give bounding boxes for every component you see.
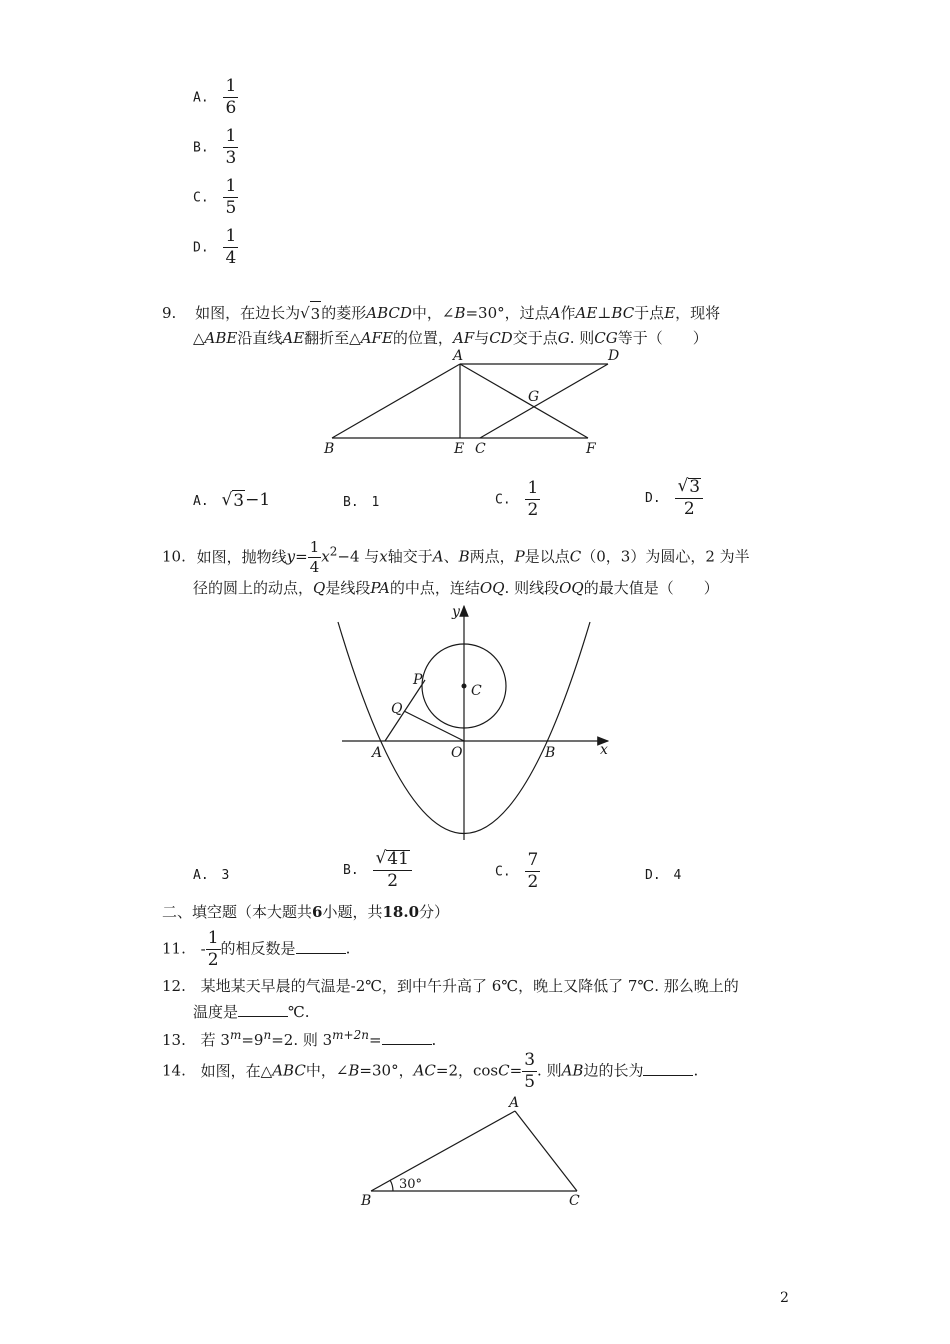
numerator: √ 3 (675, 478, 703, 499)
label-b: B (361, 1193, 372, 1209)
answer-blank[interactable] (238, 1015, 288, 1017)
denominator: 4 (309, 558, 320, 576)
q10-option-c (495, 852, 540, 891)
segment-ba (371, 1111, 515, 1191)
section-text: 二、填空题（本大题共 (162, 903, 313, 921)
exponent: 2 (329, 544, 338, 559)
option-letter: C. (495, 492, 511, 508)
exponent: m+2n (332, 1028, 369, 1042)
segment-ac (515, 1111, 577, 1191)
q9-text: 翻折至△ (304, 329, 361, 347)
q9-text: . 则 (569, 329, 595, 347)
q12-text: ℃. (288, 1003, 310, 1021)
question-12 (162, 974, 802, 1000)
q9-var: G (557, 329, 570, 347)
question-9 (162, 301, 802, 328)
q14-text: =2，cos (435, 1061, 499, 1080)
question-number: 11. (162, 939, 186, 958)
q9-var: A (549, 304, 561, 322)
numerator: 1 (225, 76, 237, 96)
numerator: 1 (225, 226, 237, 246)
section-2-header (162, 900, 449, 926)
denominator: 2 (683, 499, 695, 519)
radicand: 3 (310, 301, 322, 328)
label-q: Q (391, 701, 403, 717)
section-score: 18.0 (382, 903, 420, 921)
q10-var: OQ (559, 579, 584, 597)
q10-text: 如图，抛物线 (196, 547, 287, 566)
q9-text: 与 (474, 329, 490, 347)
q9-text: 如图，在边长为 (195, 304, 301, 322)
q9-var: E (664, 304, 676, 322)
q10-option-d (645, 865, 681, 883)
q9-text: 中，∠ (411, 304, 455, 322)
option-value: 4 (673, 868, 682, 883)
q10-parabola-figure (330, 600, 620, 845)
option-letter: B. (193, 140, 209, 156)
fraction (206, 930, 221, 969)
fraction (525, 852, 540, 891)
label-c: C (475, 441, 486, 457)
q9-text: =30°，过点 (465, 304, 550, 322)
exponent: m (229, 1028, 242, 1042)
q8-option-b (193, 128, 238, 167)
q9-text: △ (193, 329, 205, 347)
q10-text: = (295, 547, 308, 566)
question-number: 9. (162, 304, 177, 322)
question-12-line2 (193, 1000, 310, 1026)
q11-text: 的相反数是 (220, 939, 296, 958)
fraction (223, 128, 238, 167)
q10-text: . 则线段 (504, 579, 560, 597)
denominator: 5 (524, 1072, 536, 1092)
q10-var: PA (370, 579, 390, 597)
q10-var: Q (313, 579, 326, 597)
q14-text: 如图，在△ (200, 1061, 273, 1080)
minus-sign: - (200, 939, 206, 958)
label-p: P (413, 672, 423, 688)
question-number: 12. (162, 977, 186, 995)
q9-option-a (193, 490, 270, 511)
center-point-c (462, 684, 467, 689)
q14-var: B (348, 1061, 360, 1080)
question-14 (162, 1052, 802, 1091)
question-number: 13. (162, 1031, 186, 1049)
label-g: G (528, 389, 540, 405)
q10-text: 轴交于 (387, 547, 433, 566)
q9-var: ABE (204, 329, 238, 347)
q14-text: 中，∠ (305, 1061, 349, 1080)
fraction (675, 478, 703, 518)
option-letter: A. (193, 868, 209, 883)
label-y: y (452, 604, 460, 620)
q8-option-d (193, 228, 238, 267)
page-number: 2 (780, 1290, 789, 1306)
q10-var: x (379, 547, 388, 566)
q9-var: AF (452, 329, 475, 347)
answer-blank[interactable] (643, 1074, 693, 1076)
segment-ba (332, 364, 460, 438)
denominator: 2 (387, 871, 399, 891)
q9-var: AFE (360, 329, 393, 347)
q8-option-c (193, 178, 238, 217)
fraction (223, 178, 238, 217)
fraction (223, 78, 238, 117)
numerator: 3 (524, 1050, 536, 1070)
q9-var: ABCD (366, 304, 412, 322)
option-letter: B. (343, 495, 359, 510)
radicand: 41 (387, 849, 409, 869)
q14-var: AB (561, 1061, 584, 1080)
fraction (373, 850, 411, 890)
q9-text: 于点 (634, 304, 665, 322)
q11-text: . (345, 939, 351, 958)
q9-var: B (454, 304, 466, 322)
q10-text: 的中点，连结 (389, 579, 480, 597)
label-c: C (471, 683, 482, 699)
label-a: A (453, 348, 464, 364)
q9-option-c (495, 480, 540, 519)
q10-option-a (193, 865, 229, 883)
question-10-line2 (193, 576, 793, 602)
q9-text: 沿直线 (237, 329, 283, 347)
label-e: E (454, 441, 465, 457)
q9-option-b (343, 492, 379, 510)
numerator: 1 (207, 928, 219, 948)
option-rest: −1 (245, 490, 271, 510)
option-letter: C. (495, 864, 511, 880)
q9-text: 交于点 (512, 329, 558, 347)
q14-triangle-figure (355, 1092, 595, 1212)
label-x: x (600, 742, 608, 758)
q10-text: −4 与 (337, 547, 380, 566)
option-value: 1 (371, 495, 380, 510)
label-o: O (451, 745, 463, 761)
q9-option-d (645, 478, 703, 518)
q9-var: CG (594, 329, 618, 347)
sqrt-symbol: √ 3 (300, 301, 321, 328)
question-13 (162, 1025, 436, 1054)
q10-text: 、 (443, 547, 459, 566)
label-c: C (569, 1193, 580, 1209)
option-letter: D. (645, 491, 661, 506)
fraction (308, 540, 322, 575)
q10-var: y (286, 547, 296, 566)
answer-blank[interactable] (296, 952, 346, 954)
q13-text: =2. 则 3 (271, 1031, 333, 1049)
q13-text: 若 3 (200, 1031, 230, 1049)
denominator: 2 (207, 950, 219, 970)
numerator: 7 (527, 850, 539, 870)
numerator: √ 41 (373, 850, 411, 871)
segment-cd (480, 364, 608, 438)
option-value: 3 (221, 868, 230, 883)
q14-text: 边的长为 (583, 1061, 644, 1080)
q9-text: 等于（ ） (617, 329, 708, 347)
fraction (525, 480, 540, 519)
q9-var: AE (282, 329, 305, 347)
label-a: A (509, 1095, 520, 1111)
denominator: 2 (527, 500, 539, 520)
denominator: 5 (225, 198, 237, 218)
q10-var: OQ (479, 579, 505, 597)
denominator: 3 (225, 148, 237, 168)
option-value: √ 3 −1 (221, 490, 271, 511)
q9-text: 的菱形 (321, 304, 367, 322)
q10-var: A (432, 547, 444, 566)
q10-text: 径的圆上的动点， (193, 579, 314, 597)
label-f: F (586, 441, 596, 457)
radicand: 3 (233, 491, 245, 511)
q10-text: （0，3）为圆心，2 为半 (581, 547, 750, 566)
q9-text: 的位置， (392, 329, 453, 347)
q9-var: AE⊥BC (575, 304, 635, 322)
denominator: 2 (527, 872, 539, 892)
option-letter: A. (193, 494, 209, 509)
option-letter: A. (193, 90, 209, 106)
q10-var: B (458, 547, 470, 566)
q10-var: P (514, 547, 525, 566)
label-a: A (372, 745, 383, 761)
q14-var: ABC (272, 1061, 306, 1080)
section-text: 小题，共 (322, 903, 383, 921)
q9-text: 作 (560, 304, 576, 322)
angle-arc (390, 1180, 393, 1191)
q10-text: 的最大值是（ ） (583, 579, 719, 597)
label-b: B (545, 745, 556, 761)
numerator: 1 (309, 538, 320, 556)
answer-blank[interactable] (382, 1043, 432, 1045)
q8-option-a (193, 78, 238, 117)
q9-text: ，现将 (675, 304, 721, 322)
q10-text: 两点， (469, 547, 515, 566)
q14-text: . (693, 1061, 699, 1080)
option-letter: C. (193, 190, 209, 206)
q10-text: 是线段 (325, 579, 371, 597)
numerator: 1 (225, 176, 237, 196)
q10-var: C (569, 547, 582, 566)
q13-text: =9 (241, 1031, 264, 1049)
option-letter: D. (645, 868, 661, 883)
section-count: 6 (312, 903, 323, 921)
question-number: 14. (162, 1061, 186, 1080)
q14-text: = (509, 1061, 523, 1080)
q14-var: C (498, 1061, 510, 1080)
q10-var: x (321, 547, 330, 566)
q14-text: =30°， (359, 1061, 414, 1080)
q9-rhombus-figure (310, 345, 630, 460)
q12-text: 温度是 (193, 1003, 239, 1021)
segment-af (460, 364, 588, 438)
option-letter: D. (193, 240, 209, 256)
label-b: B (324, 441, 335, 457)
q9-var: CD (489, 329, 513, 347)
denominator: 6 (225, 98, 237, 118)
question-11 (162, 930, 350, 969)
option-letter: B. (343, 863, 359, 878)
exponent: n (263, 1028, 272, 1042)
q14-var: AC (413, 1061, 436, 1080)
q13-text: . (431, 1031, 437, 1049)
denominator: 4 (225, 248, 237, 268)
radicand: 3 (689, 477, 701, 497)
numerator: 1 (527, 478, 539, 498)
label-d: D (608, 348, 620, 364)
q12-text: 某地某天早晨的气温是-2℃，到中午升高了 6℃，晚上又降低了 7℃. 那么晚上的 (200, 977, 739, 995)
question-10 (162, 540, 802, 575)
angle-label: 30° (399, 1177, 423, 1192)
q14-text: . 则 (537, 1061, 562, 1080)
q13-text: = (368, 1031, 382, 1049)
numerator: 1 (225, 126, 237, 146)
fraction (223, 228, 238, 267)
q10-option-b (343, 850, 412, 890)
q10-text: 是以点 (524, 547, 570, 566)
section-text: 分） (419, 903, 450, 921)
question-number: 10. (162, 547, 186, 566)
fraction (522, 1052, 537, 1091)
